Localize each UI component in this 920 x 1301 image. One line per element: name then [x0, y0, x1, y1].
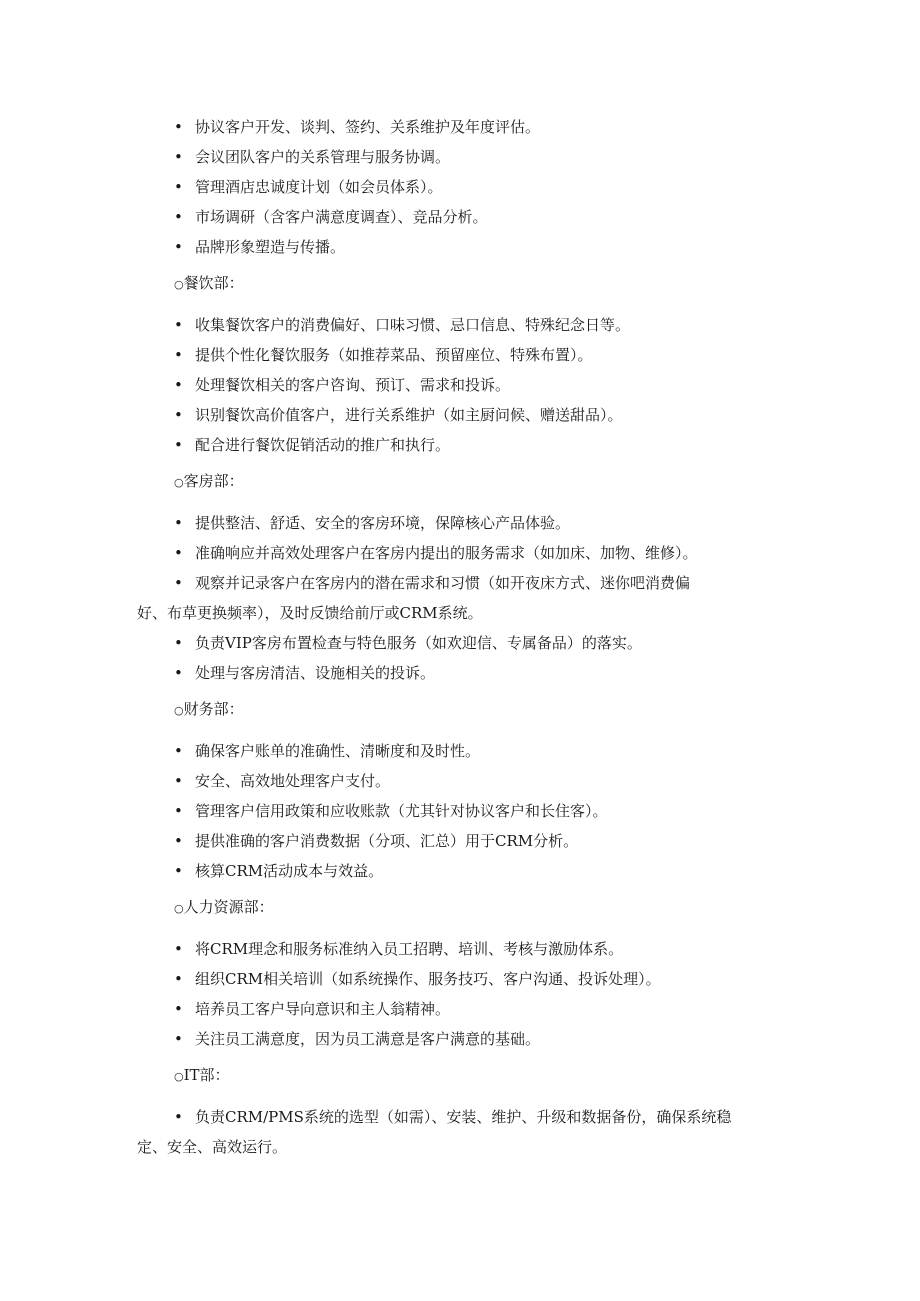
list-item: • 准确响应并高效处理客户在客房内提出的服务需求（如加床、加物、维修）。	[137, 538, 797, 568]
bullet-icon: •	[174, 346, 183, 364]
list-item: • 培养员工客户导向意识和主人翁精神。	[137, 994, 797, 1024]
bullet-icon: •	[174, 376, 183, 394]
section-list-hr	[137, 934, 797, 1054]
section-heading-hr: ○人力资源部：	[137, 892, 797, 922]
bullet-icon: •	[174, 238, 183, 256]
list-item: • 管理客户信用政策和应收账款（尤其针对协议客户和长住客）。	[137, 796, 797, 826]
list-item: • 处理与客房清洁、设施相关的投诉。	[137, 658, 797, 688]
circle-icon: ○	[174, 278, 184, 291]
section-list-housekeeping	[137, 508, 797, 688]
bullet-icon: •	[174, 574, 183, 592]
document-content	[137, 112, 797, 1162]
bullet-icon: •	[174, 544, 183, 562]
list-item: • 组织CRM相关培训（如系统操作、服务技巧、客户沟通、投诉处理）。	[137, 964, 797, 994]
section-heading-catering: ○餐饮部：	[137, 268, 797, 298]
section-heading-it: ○IT部：	[137, 1060, 797, 1090]
bullet-icon: •	[174, 1030, 183, 1048]
circle-icon: ○	[174, 704, 184, 717]
list-item: • 识别餐饮高价值客户，进行关系维护（如主厨问候、赠送甜品）。	[137, 400, 797, 430]
list-item: • 配合进行餐饮促销活动的推广和执行。	[137, 430, 797, 460]
bullet-icon: •	[174, 436, 183, 454]
list-item: • 会议团队客户的关系管理与服务协调。	[137, 142, 797, 172]
bullet-icon: •	[174, 514, 183, 532]
bullet-icon: •	[174, 178, 183, 196]
list-item: • 提供整洁、舒适、安全的客房环境，保障核心产品体验。	[137, 508, 797, 538]
list-item: • 协议客户开发、谈判、签约、关系维护及年度评估。	[137, 112, 797, 142]
bullet-icon: •	[174, 316, 183, 334]
bullet-icon: •	[174, 970, 183, 988]
list-item: • 处理餐饮相关的客户咨询、预订、需求和投诉。	[137, 370, 797, 400]
circle-icon: ○	[174, 476, 184, 489]
list-item: • 核算CRM活动成本与效益。	[137, 856, 797, 886]
bullet-icon: •	[174, 208, 183, 226]
list-item: • 观察并记录客户在客房内的潜在需求和习惯（如开夜床方式、迷你吧消费偏 好、布草更换频率），及时反馈给前厅或CRM系统。	[137, 568, 797, 628]
list-item: • 提供准确的客户消费数据（分项、汇总）用于CRM分析。	[137, 826, 797, 856]
bullet-icon: •	[174, 118, 183, 136]
bullet-icon: •	[174, 940, 183, 958]
bullet-icon: •	[174, 832, 183, 850]
list-item: • 安全、高效地处理客户支付。	[137, 766, 797, 796]
section-heading-housekeeping: ○客房部：	[137, 466, 797, 496]
list-item: • 市场调研（含客户满意度调查）、竞品分析。	[137, 202, 797, 232]
list-item: • 负责CRM/PMS系统的选型（如需）、安装、维护、升级和数据备份，确保系统稳 定、安全、高效运行。	[137, 1102, 797, 1162]
section-list-it	[137, 1102, 797, 1162]
bullet-icon: •	[174, 862, 183, 880]
bullet-icon: •	[174, 148, 183, 166]
bullet-icon: •	[174, 802, 183, 820]
list-item: • 关注员工满意度，因为员工满意是客户满意的基础。	[137, 1024, 797, 1054]
section-heading-finance: ○财务部：	[137, 694, 797, 724]
list-item: • 收集餐饮客户的消费偏好、口味习惯、忌口信息、特殊纪念日等。	[137, 310, 797, 340]
list-item: • 品牌形象塑造与传播。	[137, 232, 797, 262]
bullet-icon: •	[174, 406, 183, 424]
bullet-icon: •	[174, 664, 183, 682]
list-item: • 提供个性化餐饮服务（如推荐菜品、预留座位、特殊布置）。	[137, 340, 797, 370]
list-item: • 负责VIP客房布置检查与特色服务（如欢迎信、专属备品）的落实。	[137, 628, 797, 658]
section-list-finance	[137, 736, 797, 886]
bullet-icon: •	[174, 742, 183, 760]
circle-icon: ○	[174, 1070, 184, 1083]
bullet-icon: •	[174, 772, 183, 790]
bullet-icon: •	[174, 1000, 183, 1018]
list-item: • 确保客户账单的准确性、清晰度和及时性。	[137, 736, 797, 766]
list-item: • 管理酒店忠诚度计划（如会员体系）。	[137, 172, 797, 202]
list-item: • 将CRM理念和服务标准纳入员工招聘、培训、考核与激励体系。	[137, 934, 797, 964]
section-list-catering	[137, 310, 797, 460]
bullet-icon: •	[174, 1108, 183, 1126]
circle-icon: ○	[174, 902, 184, 915]
intro-list	[137, 112, 797, 262]
bullet-icon: •	[174, 634, 183, 652]
